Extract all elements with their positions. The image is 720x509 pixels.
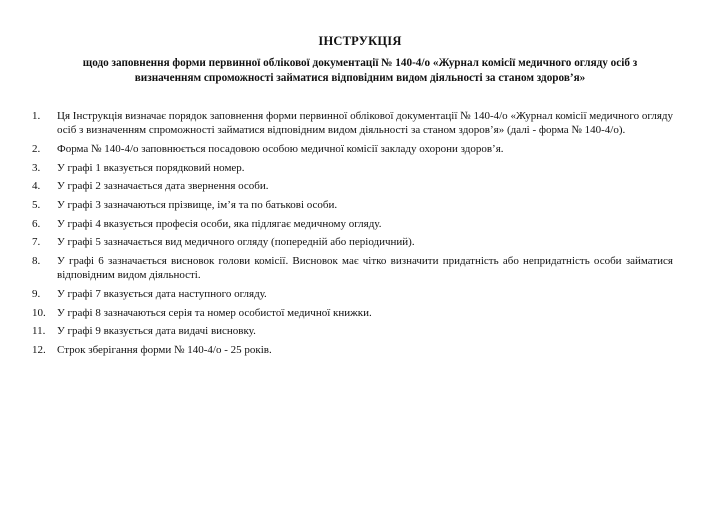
item-text: У графі 8 зазначаються серія та номер особистої медичної книжки. bbox=[57, 306, 372, 319]
document-subtitle: щодо заповнення форми первинної облікової документації № 140-4/о «Журнал комісії медичного огляду осіб з визначенням спроможності займатися відповідним видом діяльності за станом здоров’я» bbox=[82, 57, 638, 84]
item-text: У графі 7 вказується дата наступного огляду. bbox=[57, 288, 267, 301]
list-item bbox=[32, 343, 673, 357]
instruction-list bbox=[32, 109, 673, 362]
list-item bbox=[32, 161, 673, 175]
item-number: 5. bbox=[32, 199, 41, 212]
list-item bbox=[32, 324, 673, 338]
list-item bbox=[32, 217, 673, 231]
item-number: 2. bbox=[32, 142, 41, 155]
item-text: У графі 5 зазначається вид медичного огляду (попередній або періодичний). bbox=[57, 236, 415, 249]
item-number: 7. bbox=[32, 236, 41, 249]
list-item bbox=[32, 306, 673, 320]
item-number: 3. bbox=[32, 161, 41, 174]
item-number: 12. bbox=[32, 344, 46, 357]
list-item bbox=[32, 254, 673, 282]
item-number: 6. bbox=[32, 217, 41, 230]
document-title: ІНСТРУКЦІЯ bbox=[318, 34, 402, 48]
item-text: Форма № 140-4/о заповнюється посадовою особою медичної комісії закладу охорони здоров’я. bbox=[57, 142, 504, 155]
item-number: 8. bbox=[32, 255, 41, 268]
item-text: У графі 9 вказується дата видачі висновку. bbox=[57, 325, 256, 338]
item-number: 9. bbox=[32, 288, 41, 301]
list-item bbox=[32, 235, 673, 249]
item-text: У графі 3 зазначаються прізвище, ім’я та по батькові особи. bbox=[57, 199, 338, 212]
list-item bbox=[32, 198, 673, 212]
list-item bbox=[32, 142, 673, 156]
list-item bbox=[32, 179, 673, 193]
item-text: Ця Інструкція визначає порядок заповнення форми первинної облікової документації № 140-4/о «Журнал комісії медичного огляду осіб з визначенням спроможності займатися відповідним видом діяльності за станом здоров’я» (далі - форма № 140-4/о). bbox=[57, 110, 673, 137]
item-text: У графі 6 зазначається висновок голови комісії. Висновок має чітко визначити придатність або непридатність особи займатися відповідним видом діяльності. bbox=[57, 255, 673, 282]
list-item bbox=[32, 287, 673, 301]
item-text: Строк зберігання форми № 140-4/о - 25 років. bbox=[57, 344, 272, 357]
item-number: 11. bbox=[32, 325, 46, 338]
item-number: 10. bbox=[32, 306, 46, 319]
item-text: У графі 1 вказується порядковий номер. bbox=[57, 161, 245, 174]
list-item bbox=[32, 109, 673, 137]
item-number: 4. bbox=[32, 180, 41, 193]
item-number: 1. bbox=[32, 110, 41, 122]
item-text: У графі 4 вказується професія особи, яка підлягає медичному огляду. bbox=[57, 217, 382, 230]
item-text: У графі 2 зазначається дата звернення особи. bbox=[57, 180, 269, 193]
